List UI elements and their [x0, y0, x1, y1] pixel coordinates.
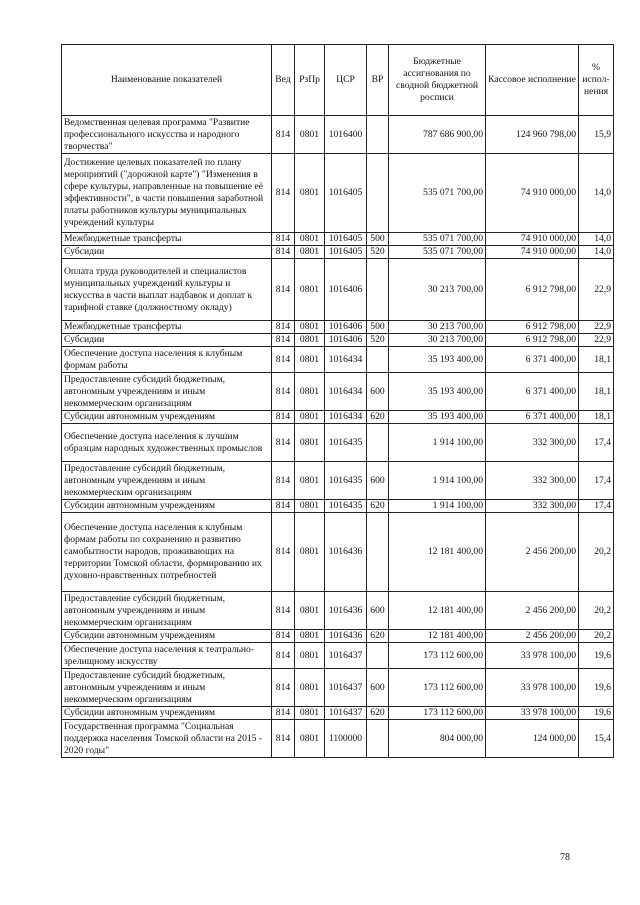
- cell-csr: 1016406: [325, 321, 367, 334]
- cell-rzpr: 0801: [295, 630, 325, 643]
- cell-name: Субсидии автономным учреждениям: [62, 411, 272, 424]
- cell-name: Субсидии автономным учреждениям: [62, 500, 272, 513]
- cell-pct: 18,1: [579, 411, 614, 424]
- cell-cash: 332 300,00: [486, 500, 579, 513]
- table-row: [62, 259, 614, 321]
- cell-ved: 814: [272, 259, 295, 321]
- table-row: [62, 347, 614, 373]
- cell-vr: 620: [367, 500, 389, 513]
- cell-csr: 1016434: [325, 373, 367, 411]
- cell-cash: 6 912 798,00: [486, 321, 579, 334]
- cell-cash: 6 371 400,00: [486, 347, 579, 373]
- cell-ved: 814: [272, 116, 295, 154]
- cell-budget: 535 071 700,00: [389, 246, 486, 259]
- cell-csr: 1016400: [325, 116, 367, 154]
- cell-budget: 173 112 600,00: [389, 707, 486, 720]
- cell-csr: 1016435: [325, 462, 367, 500]
- table-row: [62, 246, 614, 259]
- cell-ved: 814: [272, 643, 295, 669]
- cell-pct: 18,1: [579, 373, 614, 411]
- cell-budget: 30 213 700,00: [389, 334, 486, 347]
- cell-rzpr: 0801: [295, 720, 325, 758]
- cell-budget: 173 112 600,00: [389, 643, 486, 669]
- cell-ved: 814: [272, 246, 295, 259]
- cell-csr: 1016435: [325, 424, 367, 462]
- cell-rzpr: 0801: [295, 233, 325, 246]
- cell-budget: 12 181 400,00: [389, 630, 486, 643]
- cell-rzpr: 0801: [295, 707, 325, 720]
- cell-csr: 1016406: [325, 259, 367, 321]
- cell-name: Субсидии: [62, 246, 272, 259]
- cell-name: Обеспечение доступа населения к лучшим образцам народных художественных промыслов: [62, 424, 272, 462]
- table-row: [62, 462, 614, 500]
- cell-pct: 15,4: [579, 720, 614, 758]
- cell-vr: 620: [367, 411, 389, 424]
- cell-vr: 620: [367, 707, 389, 720]
- cell-csr: 1016437: [325, 643, 367, 669]
- cell-vr: [367, 720, 389, 758]
- cell-vr: 520: [367, 246, 389, 259]
- cell-ved: 814: [272, 233, 295, 246]
- header-rzpr: РзПр: [295, 45, 325, 116]
- cell-ved: 814: [272, 669, 295, 707]
- cell-ved: 814: [272, 592, 295, 630]
- cell-cash: 332 300,00: [486, 424, 579, 462]
- cell-budget: 30 213 700,00: [389, 321, 486, 334]
- table-row: [62, 411, 614, 424]
- header-pct: % испол-нения: [579, 45, 614, 116]
- cell-ved: 814: [272, 630, 295, 643]
- cell-ved: 814: [272, 334, 295, 347]
- cell-vr: 600: [367, 462, 389, 500]
- table-row: [62, 707, 614, 720]
- cell-cash: 2 456 200,00: [486, 592, 579, 630]
- cell-budget: 35 193 400,00: [389, 347, 486, 373]
- cell-name: Субсидии автономным учреждениям: [62, 707, 272, 720]
- cell-name: Обеспечение доступа населения к клубным формам работы по сохранению и развитию самобытности народов, проживающих на территории Томской области, формированию их духовно-нравственных потребностей: [62, 513, 272, 592]
- cell-csr: 1016434: [325, 347, 367, 373]
- cell-budget: 535 071 700,00: [389, 154, 486, 233]
- cell-cash: 74 910 000,00: [486, 233, 579, 246]
- cell-ved: 814: [272, 373, 295, 411]
- cell-pct: 19,6: [579, 643, 614, 669]
- cell-csr: 1016405: [325, 246, 367, 259]
- cell-budget: 12 181 400,00: [389, 513, 486, 592]
- cell-rzpr: 0801: [295, 424, 325, 462]
- cell-name: Предоставление субсидий бюджетным, автономным учреждениям и иным некоммерческим организациям: [62, 462, 272, 500]
- cell-cash: 2 456 200,00: [486, 513, 579, 592]
- cell-pct: 14,0: [579, 154, 614, 233]
- cell-vr: 600: [367, 592, 389, 630]
- cell-vr: 500: [367, 233, 389, 246]
- cell-csr: 1016436: [325, 592, 367, 630]
- cell-rzpr: 0801: [295, 246, 325, 259]
- cell-vr: [367, 643, 389, 669]
- cell-budget: 1 914 100,00: [389, 424, 486, 462]
- cell-name: Предоставление субсидий бюджетным, автономным учреждениям и иным некоммерческим организациям: [62, 373, 272, 411]
- table-row: [62, 669, 614, 707]
- cell-csr: 1016406: [325, 334, 367, 347]
- cell-name: Государственная программа "Социальная поддержка населения Томской области на 2015 - 2020 годы": [62, 720, 272, 758]
- cell-rzpr: 0801: [295, 669, 325, 707]
- cell-vr: 500: [367, 321, 389, 334]
- header-vr: ВР: [367, 45, 389, 116]
- cell-csr: 1016434: [325, 411, 367, 424]
- cell-rzpr: 0801: [295, 334, 325, 347]
- table-row: [62, 630, 614, 643]
- table-row: [62, 321, 614, 334]
- cell-pct: 17,4: [579, 424, 614, 462]
- cell-ved: 814: [272, 321, 295, 334]
- cell-csr: 1016436: [325, 513, 367, 592]
- cell-budget: 804 000,00: [389, 720, 486, 758]
- cell-rzpr: 0801: [295, 411, 325, 424]
- cell-cash: 6 371 400,00: [486, 373, 579, 411]
- cell-rzpr: 0801: [295, 347, 325, 373]
- cell-rzpr: 0801: [295, 154, 325, 233]
- cell-cash: 74 910 000,00: [486, 246, 579, 259]
- header-csr: ЦСР: [325, 45, 367, 116]
- cell-vr: 600: [367, 669, 389, 707]
- cell-ved: 814: [272, 347, 295, 373]
- cell-name: Предоставление субсидий бюджетным, автономным учреждениям и иным некоммерческим организациям: [62, 669, 272, 707]
- cell-budget: 1 914 100,00: [389, 462, 486, 500]
- cell-csr: 1016405: [325, 233, 367, 246]
- cell-pct: 19,6: [579, 707, 614, 720]
- cell-vr: [367, 154, 389, 233]
- cell-name: Предоставление субсидий бюджетным, автономным учреждениям и иным некоммерческим организациям: [62, 592, 272, 630]
- cell-ved: 814: [272, 707, 295, 720]
- cell-pct: 17,4: [579, 500, 614, 513]
- cell-cash: 332 300,00: [486, 462, 579, 500]
- cell-name: Межбюджетные трансферты: [62, 321, 272, 334]
- cell-ved: 814: [272, 513, 295, 592]
- cell-cash: 74 910 000,00: [486, 154, 579, 233]
- cell-name: Обеспечение доступа населения к театрально-зрелищному искусству: [62, 643, 272, 669]
- table-row: [62, 154, 614, 233]
- cell-ved: 814: [272, 720, 295, 758]
- table-row: [62, 720, 614, 758]
- cell-cash: 124 000,00: [486, 720, 579, 758]
- cell-vr: [367, 513, 389, 592]
- cell-csr: 1016436: [325, 630, 367, 643]
- cell-cash: 6 371 400,00: [486, 411, 579, 424]
- cell-rzpr: 0801: [295, 500, 325, 513]
- cell-budget: 30 213 700,00: [389, 259, 486, 321]
- table-row: [62, 592, 614, 630]
- cell-ved: 814: [272, 462, 295, 500]
- budget-execution-table: [61, 44, 614, 758]
- table-row: [62, 233, 614, 246]
- cell-name: Ведомственная целевая программа "Развитие профессионального искусства и народного творчества": [62, 116, 272, 154]
- cell-cash: 2 456 200,00: [486, 630, 579, 643]
- table-row: [62, 373, 614, 411]
- table-row: [62, 334, 614, 347]
- cell-pct: 22,9: [579, 334, 614, 347]
- page-number: 78: [560, 852, 570, 863]
- cell-rzpr: 0801: [295, 592, 325, 630]
- cell-rzpr: 0801: [295, 513, 325, 592]
- cell-ved: 814: [272, 424, 295, 462]
- cell-rzpr: 0801: [295, 373, 325, 411]
- cell-csr: 1016435: [325, 500, 367, 513]
- header-name: Наименование показателей: [62, 45, 272, 116]
- cell-ved: 814: [272, 411, 295, 424]
- cell-ved: 814: [272, 500, 295, 513]
- cell-pct: 18,1: [579, 347, 614, 373]
- cell-name: Оплата труда руководителей и специалистов муниципальных учреждений культуры и искусства в части выплат надбавок и доплат к тарифной ставке (должностному окладу): [62, 259, 272, 321]
- cell-pct: 17,4: [579, 462, 614, 500]
- cell-budget: 12 181 400,00: [389, 592, 486, 630]
- cell-name: Субсидии автономным учреждениям: [62, 630, 272, 643]
- cell-rzpr: 0801: [295, 462, 325, 500]
- cell-vr: [367, 347, 389, 373]
- cell-name: Субсидии: [62, 334, 272, 347]
- cell-budget: 35 193 400,00: [389, 373, 486, 411]
- cell-pct: 14,0: [579, 246, 614, 259]
- cell-rzpr: 0801: [295, 259, 325, 321]
- cell-vr: [367, 259, 389, 321]
- table-row: [62, 116, 614, 154]
- cell-csr: 1016437: [325, 669, 367, 707]
- cell-pct: 20,2: [579, 630, 614, 643]
- table-row: [62, 513, 614, 592]
- table-header-row: [62, 45, 614, 116]
- cell-budget: 535 071 700,00: [389, 233, 486, 246]
- cell-cash: 6 912 798,00: [486, 334, 579, 347]
- cell-rzpr: 0801: [295, 643, 325, 669]
- cell-pct: 19,6: [579, 669, 614, 707]
- cell-pct: 22,9: [579, 321, 614, 334]
- cell-vr: 600: [367, 373, 389, 411]
- header-cash: Кассовое исполнение: [486, 45, 579, 116]
- cell-csr: 1016405: [325, 154, 367, 233]
- cell-cash: 33 978 100,00: [486, 669, 579, 707]
- cell-budget: 35 193 400,00: [389, 411, 486, 424]
- cell-pct: 15,9: [579, 116, 614, 154]
- cell-name: Достижение целевых показателей по плану мероприятий ("дорожной карте") "Изменения в сфере культуры, направленные на повышение её эффективности", в части повышения заработной платы работников культуры муниципальных учреждений культуры: [62, 154, 272, 233]
- cell-pct: 14,0: [579, 233, 614, 246]
- cell-cash: 124 960 798,00: [486, 116, 579, 154]
- cell-budget: 173 112 600,00: [389, 669, 486, 707]
- cell-budget: 1 914 100,00: [389, 500, 486, 513]
- cell-vr: 620: [367, 630, 389, 643]
- cell-cash: 33 978 100,00: [486, 643, 579, 669]
- cell-name: Обеспечение доступа населения к клубным формам работы: [62, 347, 272, 373]
- cell-csr: 1100000: [325, 720, 367, 758]
- cell-name: Межбюджетные трансферты: [62, 233, 272, 246]
- header-ved: Вед: [272, 45, 295, 116]
- cell-pct: 20,2: [579, 513, 614, 592]
- cell-vr: [367, 424, 389, 462]
- cell-budget: 787 686 900,00: [389, 116, 486, 154]
- table-row: [62, 643, 614, 669]
- cell-cash: 6 912 798,00: [486, 259, 579, 321]
- cell-ved: 814: [272, 154, 295, 233]
- table-row: [62, 424, 614, 462]
- cell-csr: 1016437: [325, 707, 367, 720]
- header-budget: Бюджетные ассигнования по сводной бюджетной росписи: [389, 45, 486, 116]
- cell-cash: 33 978 100,00: [486, 707, 579, 720]
- table-row: [62, 500, 614, 513]
- cell-rzpr: 0801: [295, 116, 325, 154]
- cell-vr: 520: [367, 334, 389, 347]
- cell-vr: [367, 116, 389, 154]
- cell-pct: 22,9: [579, 259, 614, 321]
- cell-pct: 20,2: [579, 592, 614, 630]
- cell-rzpr: 0801: [295, 321, 325, 334]
